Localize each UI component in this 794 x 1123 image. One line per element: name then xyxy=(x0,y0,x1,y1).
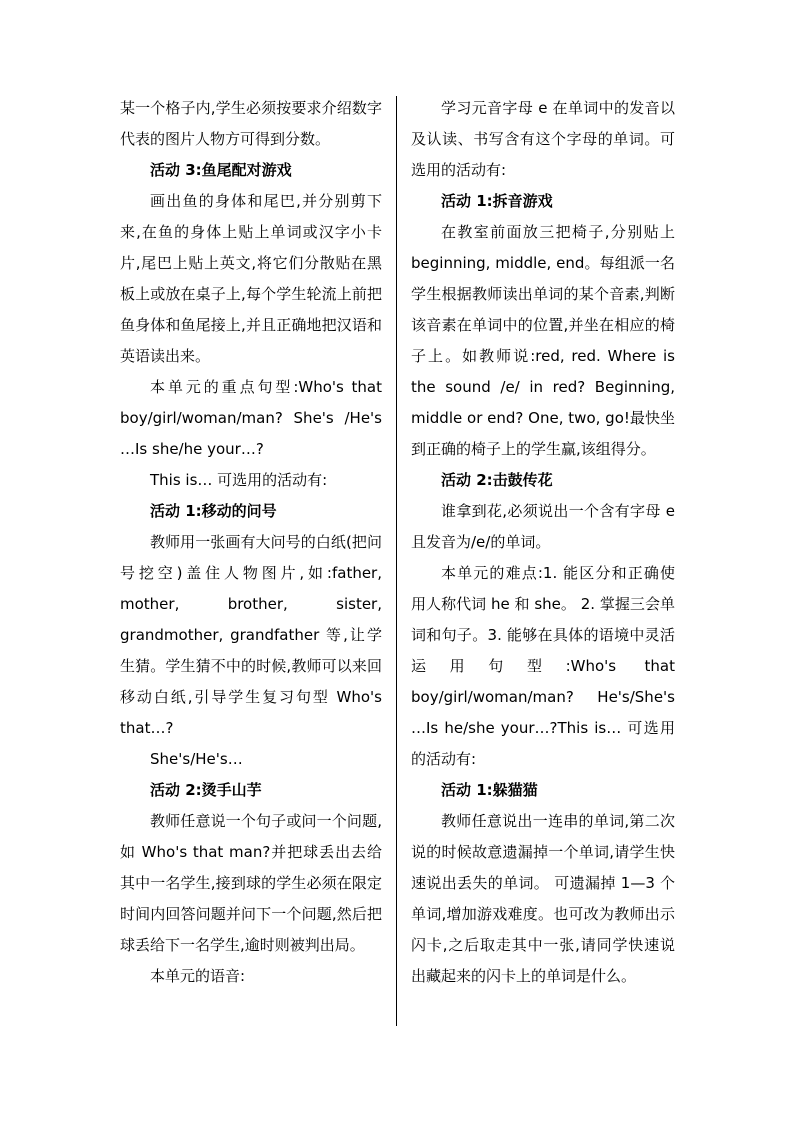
paragraph: 教师用一张画有大问号的白纸(把问号挖空)盖住人物图片,如:father, mother, brother, sister, grandmother, grandfather 等,让学生猜。学生猜不中的时候,教师可以来回移动白纸,引导学生复习句型 Who's that…? xyxy=(120,533,382,737)
paragraph: 在教室前面放三把椅子,分别贴上 beginning, middle, end。每组派一名学生根据教师读出单词的某个音素,判断该音素在单词中的位置,并坐在相应的椅子上。如教师说:red, red. Where is the sound /e/ in red? Beginning, middle or end? One, two, go!最快坐到正确的椅子上的学生赢,该组得分。 xyxy=(411,223,675,458)
left-column xyxy=(120,93,382,992)
activity-heading: 活动 1:移动的问号 xyxy=(150,502,277,520)
right-column xyxy=(411,93,675,992)
column-divider xyxy=(396,96,397,1026)
activity-heading: 活动 1:躲猫猫 xyxy=(441,781,538,799)
paragraph: 学习元音字母 e 在单词中的发音以及认读、书写含有这个字母的单词。可选用的活动有: xyxy=(411,99,675,179)
paragraph: 教师任意说出一连串的单词,第二次说的时候故意遗漏掉一个单词,请学生快速说出丢失的单词。 可遗漏掉 1—3 个单词,增加游戏难度。也可改为教师出示闪卡,之后取走其中一张,请同学快速说出藏起来的闪卡上的单词是什么。 xyxy=(411,812,675,985)
paragraph: 本单元的难点:1. 能区分和正确使用人称代词 he 和 she。 2. 掌握三会单词和句子。3. 能够在具体的语境中灵活运用句型:Who's that boy/girl/woman/man? He's/She's …Is he/she your…?This is… 可选用的活动有: xyxy=(411,564,675,768)
paragraph: 本单元的重点句型:Who's that boy/girl/woman/man? She's /He's …Is she/he your…? xyxy=(120,378,382,458)
paragraph: 画出鱼的身体和尾巴,并分别剪下来,在鱼的身体上贴上单词或汉字小卡片,尾巴上贴上英文,将它们分散贴在黑板上或放在桌子上,每个学生轮流上前把鱼身体和鱼尾接上,并且正确地把汉语和英语读出来。 xyxy=(120,192,382,365)
paragraph: 本单元的语音: xyxy=(150,967,246,985)
paragraph: 某一个格子内,学生必须按要求介绍数字代表的图片人物方可得到分数。 xyxy=(120,99,382,148)
paragraph: She's/He's… xyxy=(150,750,243,768)
paragraph: This is… 可选用的活动有: xyxy=(150,471,328,489)
paragraph: 教师任意说一个句子或问一个问题,如 Who's that man?并把球丢出去给其中一名学生,接到球的学生必须在限定时间内回答问题并问下一个问题,然后把球丢给下一名学生,逾时则被判出局。 xyxy=(120,812,382,954)
activity-heading: 活动 1:拆音游戏 xyxy=(441,192,553,210)
activity-heading: 活动 2:烫手山芋 xyxy=(150,781,262,799)
activity-heading: 活动 2:击鼓传花 xyxy=(441,471,553,489)
paragraph: 谁拿到花,必须说出一个含有字母 e 且发音为/e/的单词。 xyxy=(411,502,675,551)
activity-heading: 活动 3:鱼尾配对游戏 xyxy=(150,161,292,179)
